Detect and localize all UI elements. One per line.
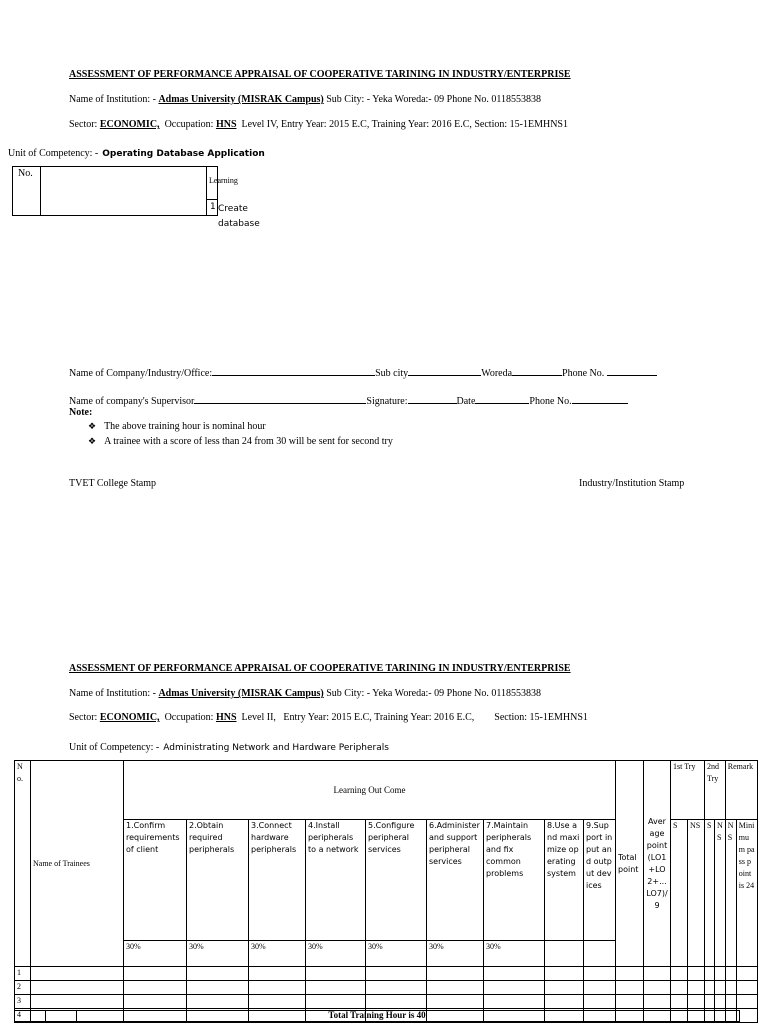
institution-name: Admas University (MISRAK Campus)	[158, 94, 324, 105]
company-field[interactable]	[212, 365, 375, 376]
outcome-6: 6.Administer and support peripheral services	[427, 820, 484, 941]
note-item	[88, 421, 266, 432]
occupation-value: HNS	[215, 119, 237, 130]
signature-label: Signature:	[366, 396, 408, 407]
score-cell[interactable]	[187, 995, 249, 1009]
weight-8	[545, 941, 584, 967]
section1-title: ASSESSMENT OF PERFORMANCE APPRAISAL OF COOPERATIVE TARINING IN INDUSTRY/ENTERPRISE	[69, 69, 571, 80]
section2-title: ASSESSMENT OF PERFORMANCE APPRAISAL OF COOPERATIVE TARINING IN INDUSTRY/ENTERPRISE	[69, 663, 571, 674]
signature-field[interactable]	[408, 393, 457, 404]
industry-stamp: Industry/Institution Stamp	[579, 478, 685, 489]
weight-4: 30%	[306, 941, 366, 967]
company-line	[69, 365, 657, 379]
score-cell[interactable]	[306, 981, 366, 995]
score-cell[interactable]	[306, 995, 366, 1009]
phone2-label: Phone No.	[529, 396, 572, 407]
total-cell[interactable]	[616, 967, 644, 981]
trainee-name-cell[interactable]	[31, 995, 124, 1009]
sector-label: Sector:	[69, 712, 98, 723]
weight-3: 30%	[249, 941, 306, 967]
tvet-stamp: TVET College Stamp	[69, 478, 157, 489]
minimum-pass-point: Minimum pass point is 24	[736, 820, 757, 967]
no-column	[13, 167, 41, 215]
section2-sector-line	[69, 712, 588, 723]
score-cell[interactable]	[366, 995, 427, 1009]
s-cell[interactable]	[671, 967, 688, 981]
row-number: 4	[15, 1009, 31, 1023]
s-cell[interactable]	[671, 995, 688, 1009]
first-try-ns: NS	[688, 820, 705, 967]
learning-header: Learning	[209, 176, 238, 185]
table-row	[15, 981, 758, 995]
phone2-field[interactable]	[572, 393, 628, 404]
table-row	[15, 967, 758, 981]
occupation-value: HNS	[215, 712, 237, 723]
score-cell[interactable]	[584, 981, 616, 995]
table-footer-row	[14, 1010, 740, 1022]
remark-ns: NS	[725, 820, 736, 967]
weight-7: 30%	[484, 941, 545, 967]
score-cell[interactable]	[545, 995, 584, 1009]
institution-details: Sub City: - Yeka Woreda:- 09 Phone No. 0118553838	[326, 94, 541, 105]
note-item	[88, 436, 393, 447]
empty-cell	[736, 967, 757, 981]
section2-institution-line	[69, 688, 541, 699]
outcome-8: 8.Use and maximize operating system	[545, 820, 584, 941]
remark-cell[interactable]	[725, 967, 736, 981]
score-cell[interactable]	[484, 981, 545, 995]
outcome-4: 4.Install peripherals to a network	[306, 820, 366, 941]
institution-name: Admas University (MISRAK Campus)	[158, 688, 324, 699]
score-cell[interactable]	[249, 981, 306, 995]
row-number: 3	[15, 995, 31, 1009]
divider	[206, 199, 217, 200]
row-number: 2	[15, 981, 31, 995]
score-cell[interactable]	[187, 967, 249, 981]
institution-label: Name of Institution: -	[69, 688, 156, 699]
phone-field[interactable]	[607, 365, 657, 376]
unit-name: Administrating Network and Hardware Peripherals	[163, 743, 389, 753]
learning-column	[40, 167, 207, 215]
ns-cell[interactable]	[715, 995, 726, 1009]
name-of-trainees-header: Name of Trainees	[31, 761, 124, 967]
weight-5: 30%	[366, 941, 427, 967]
unit-name: Operating Database Application	[102, 149, 265, 159]
ns-cell[interactable]	[688, 967, 705, 981]
score-cell[interactable]	[249, 967, 306, 981]
sector-value: ECONOMIC,	[99, 712, 160, 723]
sector-label: Sector:	[69, 119, 98, 130]
institution-details: Sub City: - Yeka Woreda:- 09 Phone No. 0118553838	[326, 688, 541, 699]
company-label: Name of Company/Industry/Office:	[69, 368, 213, 379]
average-point-header: Average point (LO1+LO2+...LO7)/9	[644, 761, 671, 967]
total-cell[interactable]	[616, 981, 644, 995]
ns-cell[interactable]	[715, 967, 726, 981]
outcome-2: 2.Obtain required peripherals	[187, 820, 249, 941]
second-try-s: S	[705, 820, 715, 967]
average-cell[interactable]	[644, 967, 671, 981]
ns-cell[interactable]	[688, 981, 705, 995]
s-cell[interactable]	[705, 967, 715, 981]
subcity-label: Sub city	[375, 368, 409, 379]
second-try-ns: NS	[715, 820, 726, 967]
score-cell[interactable]	[124, 981, 187, 995]
supervisor-field[interactable]	[194, 393, 366, 404]
total-cell[interactable]	[616, 995, 644, 1009]
subcity-field[interactable]	[408, 365, 481, 376]
sector-details: Level II, Entry Year: 2015 E.C, Training Year: 2016 E.C, Section: 15-1EMHNS1	[241, 712, 588, 723]
sector-value: ECONOMIC,	[99, 119, 160, 130]
remark-cell[interactable]	[725, 981, 736, 995]
weight-6: 30%	[427, 941, 484, 967]
outcome-7: 7.Maintain peripherals and fix common problems	[484, 820, 545, 941]
first-try-header: 1st Try	[671, 761, 705, 820]
score-cell[interactable]	[427, 981, 484, 995]
supervisor-label: Name of company's Supervisor	[69, 396, 195, 407]
score-cell[interactable]	[427, 967, 484, 981]
occupation-label: Occupation:	[164, 119, 214, 130]
no-header: No.	[15, 761, 31, 967]
trainee-name-cell[interactable]	[31, 967, 124, 981]
total-training-hour: Total Training Hour is 40	[328, 1010, 426, 1020]
woreda-field[interactable]	[512, 365, 562, 376]
weight-9	[584, 941, 616, 967]
assessment-table	[14, 760, 758, 1023]
outcome-1: 1.Confirm requirements of client	[124, 820, 187, 941]
learning-item-text: Create database	[218, 204, 260, 229]
sector-details: Level IV, Entry Year: 2015 E.C, Training Year: 2016 E.C, Section: 15-1EMHNS1	[241, 119, 568, 130]
first-try-s: S	[671, 820, 688, 967]
score-cell[interactable]	[427, 995, 484, 1009]
note-text: A trainee with a score of less than 24 from 30 will be sent for second try	[104, 436, 393, 447]
phone-label: Phone No.	[562, 368, 605, 379]
learning-item-number: 1	[210, 202, 216, 212]
row-number: 1	[15, 967, 31, 981]
date-label: Date	[456, 396, 476, 407]
diamond-bullet-icon: ❖	[88, 437, 97, 447]
score-cell[interactable]	[366, 981, 427, 995]
score-cell[interactable]	[124, 967, 187, 981]
average-cell[interactable]	[644, 995, 671, 1009]
score-cell[interactable]	[484, 967, 545, 981]
remark-header: Remark	[725, 761, 757, 820]
supervisor-line	[69, 393, 628, 407]
note-text: The above training hour is nominal hour	[104, 421, 266, 432]
outcome-3: 3.Connect hardware peripherals	[249, 820, 306, 941]
second-try-header: 2nd Try	[705, 761, 726, 820]
empty-cell	[736, 995, 757, 1009]
ns-cell[interactable]	[688, 995, 705, 1009]
score-cell[interactable]	[584, 995, 616, 1009]
average-cell[interactable]	[644, 981, 671, 995]
score-cell[interactable]	[584, 967, 616, 981]
s-cell[interactable]	[705, 995, 715, 1009]
trainee-name-cell[interactable]	[31, 981, 124, 995]
score-cell[interactable]	[545, 967, 584, 981]
unit-label: Unit of Competency: -	[69, 742, 160, 753]
total-point-header: Total point	[616, 761, 644, 967]
section1-sector-line	[69, 119, 568, 130]
section1-table	[12, 166, 218, 216]
section1-unit-line	[8, 143, 265, 161]
institution-label: Name of Institution: -	[69, 94, 156, 105]
occupation-label: Occupation:	[164, 712, 214, 723]
learning-outcome-header: Learning Out Come	[124, 761, 616, 820]
outcome-5: 5.Configure peripheral services	[366, 820, 427, 941]
s-cell[interactable]	[705, 981, 715, 995]
score-cell[interactable]	[366, 967, 427, 981]
outcome-9: 9.Support input and output devices	[584, 820, 616, 941]
score-cell[interactable]	[484, 995, 545, 1009]
woreda-label: Woreda	[481, 368, 513, 379]
empty-cell	[736, 981, 757, 995]
section1-institution-line	[69, 94, 541, 105]
no-header: No.	[18, 168, 33, 179]
remark-cell[interactable]	[725, 995, 736, 1009]
weight-2: 30%	[187, 941, 249, 967]
ns-cell[interactable]	[715, 981, 726, 995]
score-cell[interactable]	[306, 967, 366, 981]
score-cell[interactable]	[187, 981, 249, 995]
score-cell[interactable]	[545, 981, 584, 995]
date-field[interactable]	[475, 393, 529, 404]
s-cell[interactable]	[671, 981, 688, 995]
score-cell[interactable]	[249, 995, 306, 1009]
note-label: Note:	[69, 407, 93, 418]
unit-label: Unit of Competency: -	[8, 148, 99, 159]
table-row	[15, 995, 758, 1009]
section2-unit-line	[69, 737, 389, 755]
score-cell[interactable]	[124, 995, 187, 1009]
diamond-bullet-icon: ❖	[88, 422, 97, 432]
weight-1: 30%	[124, 941, 187, 967]
